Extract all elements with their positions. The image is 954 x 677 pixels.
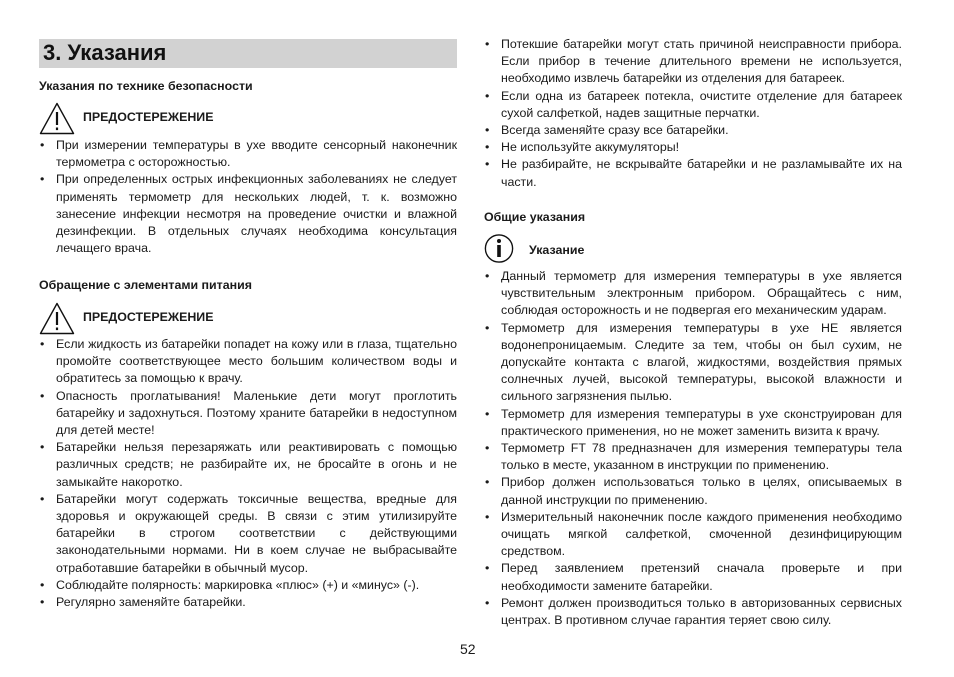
list-item: • Если одна из батареек потекла, очистите отделение для батареек сухой салфеткой, надев защитные перчатки. — [485, 88, 902, 120]
battery-list-continued — [484, 36, 902, 191]
info-block — [484, 233, 784, 267]
list-item: • При определенных острых инфекционных заболеваниях не следует применять термометр для нескольких людей, т. к. возможно занесение инфекции несмотря на проведение очистки и влажной дезинфекции. В отдельных случаях необходима консультация лечащего врача. — [40, 172, 457, 256]
warning-list-1 — [39, 137, 457, 257]
list-item: • Если жидкость из батарейки попадет на кожу или в глаза, тщательно промойте соответствующее место большим количеством воды и обратитесь за помощью к врачу. — [40, 337, 457, 386]
safety-heading: Указания по технике безопасности — [39, 79, 253, 93]
list-item: • Данный термометр для измерения температуры в ухе является чувствительным электронным прибором. Обращайтесь с ним, соблюдая осторожность и не подвергая его механическим ударам. — [485, 269, 902, 318]
list-item: • Всегда заменяйте сразу все батарейки. — [485, 123, 729, 138]
list-item: • При измерении температуры в ухе вводите сенсорный наконечник термометра с осторожностью. — [40, 138, 457, 170]
list-item: • Регулярно заменяйте батарейки. — [40, 595, 246, 610]
list-item: • Термометр для измерения температуры в ухе сконструирован для практического применения, но не может заменить визита к врачу. — [485, 406, 902, 438]
list-item: • Батарейки могут содержать токсичные вещества, вредные для здоровья и окружающей среды. В связи с этим утилизируйте батарейки в строгом соответствии с действующими законодательными нормами. Ни в коем случае не выбрасывайте отработавшие батарейки в обычный мусор. — [40, 491, 457, 575]
warning-triangle-icon — [39, 102, 75, 135]
section-title: 3. Указания — [43, 40, 167, 65]
list-item: • Не используйте аккумуляторы! — [485, 140, 680, 155]
section-title-bar — [39, 39, 457, 68]
list-item: • Батарейки нельзя перезаряжать или реактивировать с помощью различных средств; не разбирайте их, не бросайте в огонь и не замыкайте накоротко. — [40, 440, 457, 489]
warning-list-2 — [39, 336, 457, 611]
info-icon — [484, 233, 516, 265]
general-list — [484, 268, 902, 629]
list-item: • Потекшие батарейки могут стать причиной неисправности прибора. Если прибор в течение длительного времени не используется, необходимо извлечь батарейки из отделения для батареек. — [485, 37, 902, 86]
page-number: 52 — [460, 641, 476, 657]
info-label: Указание — [529, 243, 585, 257]
warning-block-1 — [39, 102, 339, 136]
list-item: • Измерительный наконечник после каждого применения необходимо очищать мягкой салфеткой, смоченной дезинфицирующим средством. — [485, 509, 902, 559]
warning-triangle-icon — [39, 302, 75, 335]
warning-label: ПРЕДОСТЕРЕЖЕНИЕ — [83, 310, 214, 324]
list-item: • Опасность проглатывания! Маленькие дети могут проглотить батарейку и задохнуться. Поэтому храните батарейки в недоступном для детей месте! — [40, 388, 457, 438]
list-item: • Не разбирайте, не вскрывайте батарейки и не разламывайте их на части. — [485, 157, 902, 189]
list-item: • Ремонт должен производиться только в авторизованных сервисных центрах. В противном случае гарантия теряет свою силу. — [485, 595, 902, 628]
warning-label: ПРЕДОСТЕРЕЖЕНИЕ — [83, 110, 214, 124]
warning-block-2 — [39, 302, 339, 336]
list-item: • Соблюдайте полярность: маркировка «плюс» (+) и «минус» (-). — [40, 577, 420, 592]
battery-heading: Обращение с элементами питания — [39, 278, 252, 292]
list-item: • Перед заявлением претензий сначала проверьте и при необходимости замените батарейки. — [485, 561, 902, 593]
list-item: • Термометр для измерения температуры в ухе НЕ является водонепроницаемым. Следите за тем, чтобы он был сухим, не допускайте контакта с влагой, жидкостями, воздействия прямых солнечных лучей, высокой температуры, высокой влажности и сильного загрязнения пылью. — [485, 320, 902, 404]
list-item: • Прибор должен использоваться только в целях, описываемых в данной инструкции по применению. — [485, 475, 902, 507]
general-heading: Общие указания — [484, 210, 586, 224]
list-item: • Термометр FT 78 предназначен для измерения температуры тела только в месте, указанном в инструкции по применению. — [485, 441, 902, 473]
